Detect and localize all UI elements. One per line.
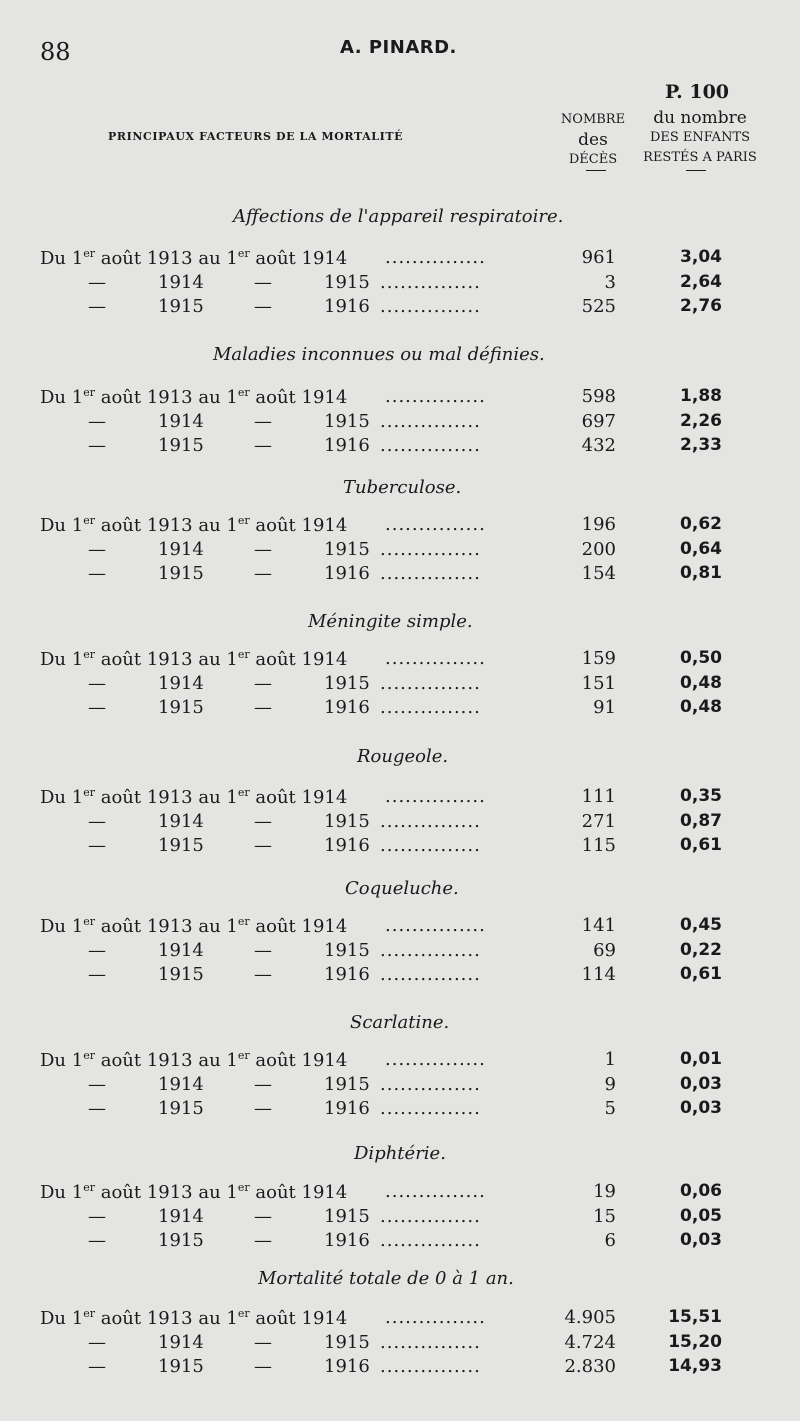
- table-row: [40, 915, 760, 940]
- leader-dots: ...............: [380, 964, 481, 985]
- period-text: 1913: [146, 387, 193, 408]
- period-text: au 1: [192, 649, 238, 670]
- death-count: 4.905: [564, 1307, 616, 1328]
- death-count: 598: [581, 386, 616, 407]
- section-title: Affections de l'appareil respiratoire.: [233, 206, 564, 227]
- section-title: Mortalité totale de 0 à 1 an.: [258, 1268, 514, 1289]
- period-text: août: [94, 1182, 147, 1203]
- ditto-dash: —: [254, 1073, 272, 1095]
- death-count: 115: [581, 835, 616, 856]
- ditto-dash: —: [88, 1331, 106, 1353]
- period-text: au 1: [192, 787, 238, 808]
- table-row: [40, 1181, 760, 1206]
- table-row: [40, 539, 760, 564]
- percent-value: 0,05: [680, 1205, 722, 1226]
- period-text: 1914: [301, 916, 348, 937]
- ditto-dash: —: [254, 1205, 272, 1227]
- period-label: [40, 514, 347, 536]
- table-row: [40, 1356, 760, 1381]
- table-row: [40, 247, 760, 272]
- percent-value: 2,76: [680, 296, 722, 316]
- end-year: 1915: [324, 1205, 370, 1227]
- end-year: 1916: [324, 296, 370, 317]
- period-text: août: [94, 387, 147, 408]
- period-text: 1913: [146, 916, 193, 937]
- leader-dots: ...............: [380, 1098, 481, 1119]
- death-count: 200: [581, 538, 616, 560]
- period-text: Du 1: [40, 649, 84, 670]
- column-header-percent-line1: du nombre: [653, 108, 747, 128]
- percent-value: 15,51: [668, 1307, 722, 1327]
- leader-dots: ...............: [380, 563, 481, 584]
- ordinal-suffix: er: [83, 1181, 95, 1194]
- ditto-dash: —: [254, 296, 272, 317]
- period-text: 1914: [301, 1050, 348, 1071]
- leader-dots: ...............: [385, 1181, 486, 1202]
- table-row: [40, 1098, 760, 1123]
- percent-value: 0,87: [680, 810, 722, 831]
- end-year: 1915: [324, 939, 370, 961]
- end-year: 1915: [324, 672, 370, 694]
- percent-value: 1,88: [680, 386, 722, 406]
- percent-value: 0,64: [680, 538, 722, 559]
- table-row: [40, 272, 760, 297]
- leader-dots: ...............: [380, 1073, 481, 1095]
- period-text: au 1: [192, 515, 238, 536]
- percent-value: 0,22: [680, 939, 722, 960]
- table-row: [40, 1332, 760, 1357]
- table-row: [40, 1074, 760, 1099]
- leader-dots: ...............: [385, 514, 486, 535]
- leader-dots: ...............: [385, 1049, 486, 1070]
- ditto-dash: —: [88, 1073, 106, 1095]
- ditto-dash: —: [88, 1230, 106, 1251]
- ordinal-suffix: er: [83, 786, 95, 799]
- death-count: 961: [581, 247, 616, 268]
- period-label: [40, 1307, 347, 1329]
- end-year: 1915: [324, 538, 370, 560]
- death-count: 159: [581, 648, 616, 669]
- start-year: 1915: [158, 1356, 204, 1377]
- table-row: [40, 786, 760, 811]
- period-label: [40, 915, 347, 937]
- leader-dots: ...............: [380, 538, 481, 560]
- death-count: 4.724: [564, 1331, 616, 1353]
- ordinal-suffix: er: [237, 915, 250, 928]
- percent-value: 0,50: [680, 648, 722, 668]
- ditto-dash: —: [254, 410, 272, 432]
- leader-dots: ...............: [385, 1307, 486, 1328]
- ditto-dash: —: [88, 1205, 106, 1227]
- period-text: Du 1: [40, 515, 84, 536]
- table-row: [40, 1206, 760, 1231]
- period-text: au 1: [192, 248, 238, 269]
- column-header-percent-line2: DES ENFANTS: [649, 130, 751, 145]
- start-year: 1914: [158, 1331, 204, 1353]
- table-row: [40, 435, 760, 460]
- period-text: août: [94, 787, 147, 808]
- period-text: 1914: [301, 248, 348, 269]
- leader-dots: ...............: [385, 247, 486, 268]
- percent-value: 0,62: [680, 514, 722, 534]
- start-year: 1914: [158, 939, 204, 961]
- death-count: 69: [593, 939, 616, 961]
- ditto-dash: —: [254, 1230, 272, 1251]
- leader-dots: ...............: [385, 386, 486, 407]
- death-count: 2.830: [564, 1356, 616, 1377]
- percent-value: 0,03: [680, 1230, 722, 1250]
- ditto-dash: —: [254, 1331, 272, 1353]
- percent-value: 0,48: [680, 697, 722, 717]
- ordinal-suffix: er: [237, 1049, 250, 1062]
- ditto-dash: —: [254, 1098, 272, 1119]
- period-text: août: [249, 1182, 302, 1203]
- period-text: 1913: [146, 248, 193, 269]
- start-year: 1915: [158, 964, 204, 985]
- end-year: 1916: [324, 1098, 370, 1119]
- ditto-dash: —: [88, 1356, 106, 1377]
- period-text: 1914: [301, 387, 348, 408]
- ditto-dash: —: [254, 271, 272, 293]
- table-row: [40, 296, 760, 321]
- table-row: [40, 697, 760, 722]
- leader-dots: ...............: [385, 786, 486, 807]
- start-year: 1914: [158, 271, 204, 293]
- death-count: 19: [593, 1181, 616, 1202]
- column-header-deaths-line3: DÉCÈS: [568, 152, 618, 167]
- percent-value: 15,20: [668, 1331, 722, 1352]
- percent-value: 0,03: [680, 1073, 722, 1094]
- death-count: 151: [581, 672, 616, 694]
- period-label: [40, 648, 347, 670]
- ditto-dash: —: [254, 435, 272, 456]
- ordinal-suffix: er: [237, 1307, 250, 1320]
- period-text: 1914: [301, 515, 348, 536]
- percent-value: 14,93: [668, 1356, 722, 1376]
- end-year: 1916: [324, 435, 370, 456]
- table-caption: PRINCIPAUX FACTEURS DE LA MORTALITÉ: [108, 130, 404, 143]
- percent-value: 0,06: [680, 1181, 722, 1201]
- ditto-dash: —: [88, 1098, 106, 1119]
- period-text: 1913: [146, 649, 193, 670]
- end-year: 1916: [324, 563, 370, 584]
- end-year: 1915: [324, 271, 370, 293]
- end-year: 1916: [324, 1356, 370, 1377]
- ditto-dash: —: [88, 810, 106, 832]
- table-row: [40, 1307, 760, 1332]
- percent-value: 0,45: [680, 915, 722, 935]
- ditto-dash: —: [254, 964, 272, 985]
- ordinal-suffix: er: [237, 648, 250, 661]
- period-text: au 1: [192, 1050, 238, 1071]
- section-title: Maladies inconnues ou mal définies.: [213, 344, 545, 365]
- period-label: [40, 386, 347, 408]
- death-count: 432: [581, 435, 616, 456]
- period-text: 1913: [146, 1050, 193, 1071]
- period-text: 1913: [146, 787, 193, 808]
- end-year: 1916: [324, 697, 370, 718]
- table-row: [40, 411, 760, 436]
- ditto-dash: —: [254, 939, 272, 961]
- ditto-dash: —: [88, 697, 106, 718]
- ditto-dash: —: [88, 271, 106, 293]
- table-row: [40, 386, 760, 411]
- percent-value: 2,26: [680, 410, 722, 431]
- death-count: 525: [581, 296, 616, 317]
- death-count: 697: [581, 410, 616, 432]
- ditto-dash: —: [88, 538, 106, 560]
- table-row: [40, 964, 760, 989]
- percent-value: 0,01: [680, 1049, 722, 1069]
- death-count: 111: [581, 786, 616, 807]
- period-text: 1913: [146, 1308, 193, 1329]
- table-row: [40, 1230, 760, 1255]
- period-text: au 1: [192, 916, 238, 937]
- period-text: août: [249, 248, 302, 269]
- column-header-percent: [630, 108, 770, 168]
- period-text: août: [94, 248, 147, 269]
- period-text: 1914: [301, 1182, 348, 1203]
- ordinal-suffix: er: [237, 247, 250, 260]
- leader-dots: ...............: [380, 939, 481, 961]
- percent-value: 2,64: [680, 271, 722, 292]
- start-year: 1914: [158, 810, 204, 832]
- period-text: Du 1: [40, 1308, 84, 1329]
- ditto-dash: —: [88, 435, 106, 456]
- ditto-dash: —: [88, 296, 106, 317]
- period-text: août: [249, 1050, 302, 1071]
- ditto-dash: —: [254, 810, 272, 832]
- start-year: 1914: [158, 672, 204, 694]
- period-text: août: [249, 916, 302, 937]
- start-year: 1915: [158, 1098, 204, 1119]
- ordinal-suffix: er: [83, 247, 95, 260]
- period-text: Du 1: [40, 916, 84, 937]
- ditto-dash: —: [254, 538, 272, 560]
- end-year: 1916: [324, 1230, 370, 1251]
- table-row: [40, 835, 760, 860]
- table-row: [40, 514, 760, 539]
- table-row: [40, 563, 760, 588]
- ditto-dash: —: [254, 697, 272, 718]
- column-header-deaths-line2: des: [578, 130, 608, 150]
- ordinal-suffix: er: [83, 514, 95, 527]
- leader-dots: ...............: [380, 1230, 481, 1251]
- leader-dots: ...............: [385, 915, 486, 936]
- death-count: 5: [604, 1098, 616, 1119]
- section-title: Méningite simple.: [308, 611, 473, 632]
- ditto-dash: —: [254, 563, 272, 584]
- end-year: 1915: [324, 410, 370, 432]
- start-year: 1915: [158, 1230, 204, 1251]
- leader-dots: ...............: [380, 271, 481, 293]
- end-year: 1916: [324, 835, 370, 856]
- end-year: 1915: [324, 810, 370, 832]
- period-text: 1913: [146, 515, 193, 536]
- period-text: Du 1: [40, 787, 84, 808]
- column-rule-deaths: [586, 170, 606, 171]
- period-text: août: [94, 515, 147, 536]
- leader-dots: ...............: [380, 672, 481, 694]
- death-count: 1: [604, 1049, 616, 1070]
- section-title: Tuberculose.: [343, 477, 462, 498]
- period-text: août: [249, 787, 302, 808]
- start-year: 1915: [158, 296, 204, 317]
- period-text: août: [94, 1050, 147, 1071]
- section-title: Coqueluche.: [345, 878, 459, 899]
- period-text: Du 1: [40, 248, 84, 269]
- percent-value: 0,03: [680, 1098, 722, 1118]
- start-year: 1914: [158, 1205, 204, 1227]
- leader-dots: ...............: [380, 435, 481, 456]
- death-count: 154: [581, 563, 616, 584]
- death-count: 9: [604, 1073, 616, 1095]
- period-text: au 1: [192, 387, 238, 408]
- ordinal-suffix: er: [237, 386, 250, 399]
- death-count: 271: [581, 810, 616, 832]
- period-text: 1914: [301, 1308, 348, 1329]
- section-title: Scarlatine.: [350, 1012, 450, 1033]
- period-text: Du 1: [40, 1182, 84, 1203]
- start-year: 1914: [158, 1073, 204, 1095]
- table-row: [40, 811, 760, 836]
- period-text: au 1: [192, 1308, 238, 1329]
- ditto-dash: —: [88, 939, 106, 961]
- death-count: 6: [604, 1230, 616, 1251]
- ditto-dash: —: [254, 672, 272, 694]
- period-label: [40, 247, 347, 269]
- leader-dots: ...............: [380, 1331, 481, 1353]
- death-count: 15: [593, 1205, 616, 1227]
- ditto-dash: —: [88, 964, 106, 985]
- death-count: 114: [581, 964, 616, 985]
- period-text: août: [249, 515, 302, 536]
- ditto-dash: —: [88, 672, 106, 694]
- period-text: 1914: [301, 649, 348, 670]
- leader-dots: ...............: [380, 296, 481, 317]
- percent-value: 0,48: [680, 672, 722, 693]
- table-row: [40, 648, 760, 673]
- table-row: [40, 673, 760, 698]
- ordinal-suffix: er: [237, 786, 250, 799]
- start-year: 1915: [158, 835, 204, 856]
- column-header-percent-line3: RESTÉS A PARIS: [643, 150, 757, 165]
- percent-value: 0,81: [680, 563, 722, 583]
- ordinal-suffix: er: [83, 1049, 95, 1062]
- period-text: août: [94, 649, 147, 670]
- table-row: [40, 1049, 760, 1074]
- percent-value: 2,33: [680, 435, 722, 455]
- period-label: [40, 1049, 347, 1071]
- death-count: 196: [581, 514, 616, 535]
- p100-heading: P. 100: [665, 81, 730, 103]
- start-year: 1915: [158, 435, 204, 456]
- ditto-dash: —: [254, 1356, 272, 1377]
- ordinal-suffix: er: [237, 1181, 250, 1194]
- section-title: Rougeole.: [357, 746, 449, 767]
- table-row: [40, 940, 760, 965]
- period-text: août: [249, 387, 302, 408]
- end-year: 1915: [324, 1073, 370, 1095]
- column-rule-percent: [686, 170, 706, 171]
- ditto-dash: —: [254, 835, 272, 856]
- ordinal-suffix: er: [237, 514, 250, 527]
- period-text: août: [249, 649, 302, 670]
- ditto-dash: —: [88, 410, 106, 432]
- period-text: au 1: [192, 1182, 238, 1203]
- ordinal-suffix: er: [83, 386, 95, 399]
- percent-value: 0,61: [680, 835, 722, 855]
- period-text: août: [94, 916, 147, 937]
- percent-value: 0,35: [680, 786, 722, 806]
- ditto-dash: —: [88, 563, 106, 584]
- leader-dots: ...............: [380, 1205, 481, 1227]
- leader-dots: ...............: [380, 410, 481, 432]
- end-year: 1915: [324, 1331, 370, 1353]
- start-year: 1914: [158, 538, 204, 560]
- percent-value: 3,04: [680, 247, 722, 267]
- ordinal-suffix: er: [83, 1307, 95, 1320]
- start-year: 1915: [158, 697, 204, 718]
- leader-dots: ...............: [380, 810, 481, 832]
- end-year: 1916: [324, 964, 370, 985]
- start-year: 1915: [158, 563, 204, 584]
- ordinal-suffix: er: [83, 648, 95, 661]
- leader-dots: ...............: [380, 697, 481, 718]
- running-head: A. PINARD.: [340, 37, 457, 58]
- leader-dots: ...............: [380, 1356, 481, 1377]
- death-count: 91: [593, 697, 616, 718]
- death-count: 3: [604, 271, 616, 293]
- period-text: août: [94, 1308, 147, 1329]
- period-text: Du 1: [40, 1050, 84, 1071]
- column-header-deaths: [558, 110, 628, 170]
- period-label: [40, 1181, 347, 1203]
- period-text: 1914: [301, 787, 348, 808]
- period-text: 1913: [146, 1182, 193, 1203]
- start-year: 1914: [158, 410, 204, 432]
- period-text: août: [249, 1308, 302, 1329]
- section-title: Diphtérie.: [354, 1143, 446, 1164]
- column-header-deaths-line1: NOMBRE: [560, 112, 626, 127]
- leader-dots: ...............: [385, 648, 486, 669]
- period-label: [40, 786, 347, 808]
- death-count: 141: [581, 915, 616, 936]
- period-text: Du 1: [40, 387, 84, 408]
- page-number: 88: [40, 38, 71, 66]
- ordinal-suffix: er: [83, 915, 95, 928]
- leader-dots: ...............: [380, 835, 481, 856]
- percent-value: 0,61: [680, 964, 722, 984]
- ditto-dash: —: [88, 835, 106, 856]
